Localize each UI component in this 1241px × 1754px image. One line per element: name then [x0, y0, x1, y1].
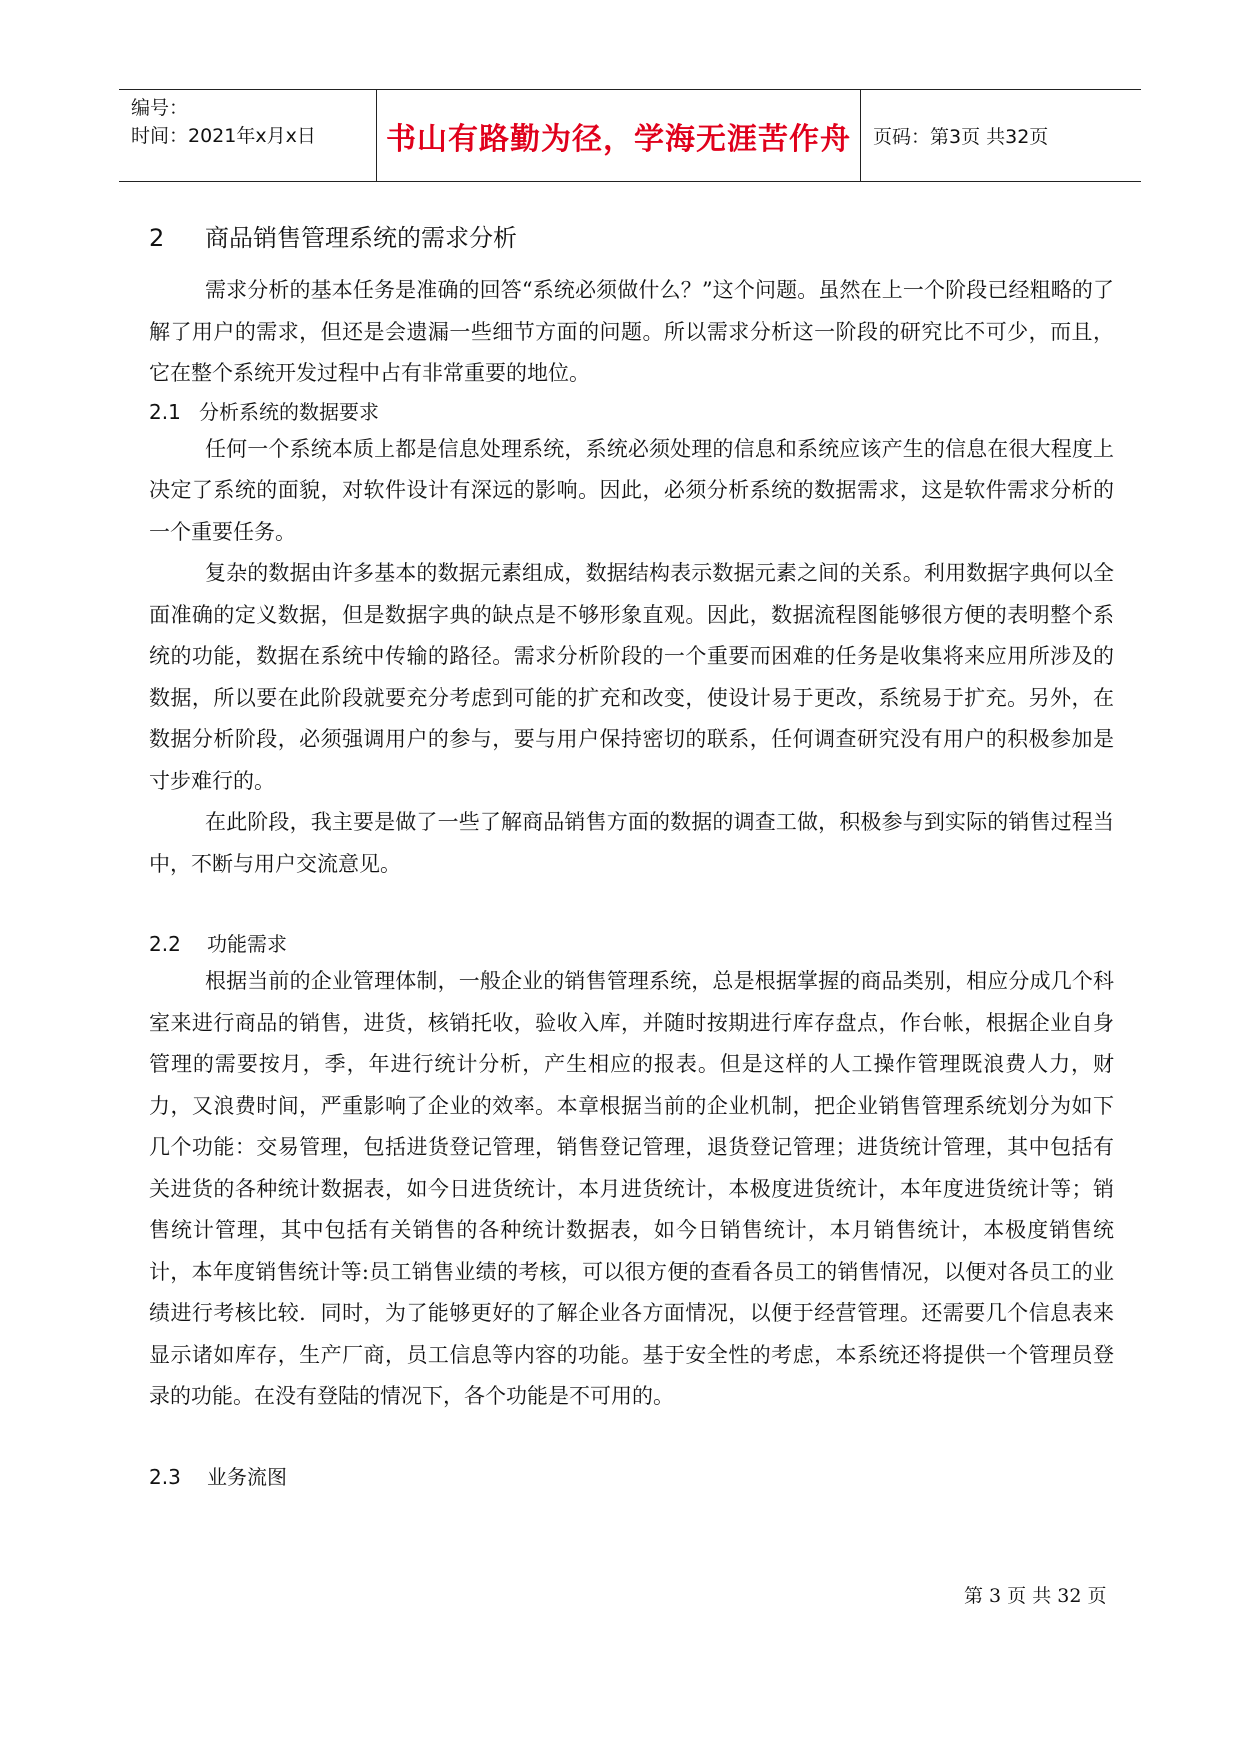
paragraph: 任何一个系统本质上都是信息处理系统，系统必须处理的信息和系统应该产生的信息在很大程度上决定了系统的面貌，对软件设计有深远的影响。因此，必须分析系统的数据需求，这是软件需求分析的一个重要任务。 — [149, 436, 1114, 544]
page-footer: 第 3 页 共 32 页 — [964, 1585, 1107, 1607]
document-time: 时间：2021年x月x日 — [131, 125, 316, 147]
paragraph: 复杂的数据由许多基本的数据元素组成，数据结构表示数据元素之间的关系。利用数据字典何以全面准确的定义数据，但是数据字典的缺点是不够形象直观。因此，数据流程图能够很方便的表明整个系统的功能，数据在系统中传输的路径。需求分析阶段的一个重要而困难的任务是收集将来应用所涉及的数据，所以要在此阶段就要充分考虑到可能的扩充和改变，使设计易于更改，系统易于扩充。另外，在数据分析阶段，必须强调用户的参与，要与用户保持密切的联系，任何调查研究没有用户的积极参加是寸步难行的。 — [149, 561, 1114, 793]
subsection-heading-2-3 — [149, 1460, 1114, 1494]
section-title: 商品销售管理系统的需求分析 — [205, 224, 517, 252]
paragraph: 根据当前的企业管理体制，一般企业的销售管理系统，总是根据掌握的商品类别，相应分成几个科室来进行商品的销售，进货，核销托收，验收入库，并随时按期进行库存盘点，作台帐，根据企业自身管理的需要按月，季，年进行统计分析，产生相应的报表。但是这样的人工操作管理既浪费人力，财力，又浪费时间，严重影响了企业的效率。本章根据当前的企业机制，把企业销售管理系统划分为如下几个功能：交易管理，包括进货登记管理，销售登记管理，退货登记管理；进货统计管理，其中包括有关进货的各种统计数据表，如今日进货统计，本月进货统计，本极度进货统计，本年度进货统计等；销售统计管理，其中包括有关销售的各种统计数据表，如今日销售统计，本月销售统计，本极度销售统计，本年度销售统计等:员工销售业绩的考核，可以很方便的查看各员工的销售情况，以便对各员工的业绩进行考核比较．同时，为了能够更好的了解企业各方面情况，以便于经营管理。还需要几个信息表来显示诸如库存，生产厂商，员工信息等内容的功能。基于安全性的考虑，本系统还将提供一个管理员登录的功能。在没有登陆的情况下，各个功能是不可用的。 — [149, 969, 1114, 1408]
subsection-title: 功能需求 — [207, 932, 287, 956]
page-header — [119, 89, 1141, 182]
subsection-number: 2.1 — [149, 399, 181, 424]
section-intro-paragraph: 需求分析的基本任务是准确的回答“系统必须做什么？”这个问题。虽然在上一个阶段已经粗略的了解了用户的需求，但还是会遗漏一些细节方面的问题。所以需求分析这一阶段的研究比不可少，而且，它在整个系统开发过程中占有非常重要的地位。 — [149, 278, 1114, 385]
header-meta — [119, 90, 377, 181]
subsection-title: 分析系统的数据要求 — [199, 399, 379, 424]
subsection-heading-2-2 — [149, 927, 1114, 961]
paragraph: 在此阶段，我主要是做了一些了解商品销售方面的数据的调查工做，积极参与到实际的销售过程当中，不断与用户交流意见。 — [149, 810, 1114, 876]
subsection-number: 2.3 — [149, 1464, 181, 1489]
document-body — [149, 220, 1114, 1494]
section-number: 2 — [149, 224, 165, 252]
header-page-code: 页码：第3页 共32页 — [873, 126, 1049, 148]
section-heading — [149, 220, 1114, 256]
header-motto: 书山有路勤为径，学海无涯苦作舟 — [377, 90, 861, 181]
subsection-heading-2-1 — [149, 395, 1114, 429]
document-number-label: 编号： — [131, 97, 189, 119]
subsection-title: 业务流图 — [207, 1464, 287, 1489]
subsection-number: 2.2 — [149, 932, 181, 956]
